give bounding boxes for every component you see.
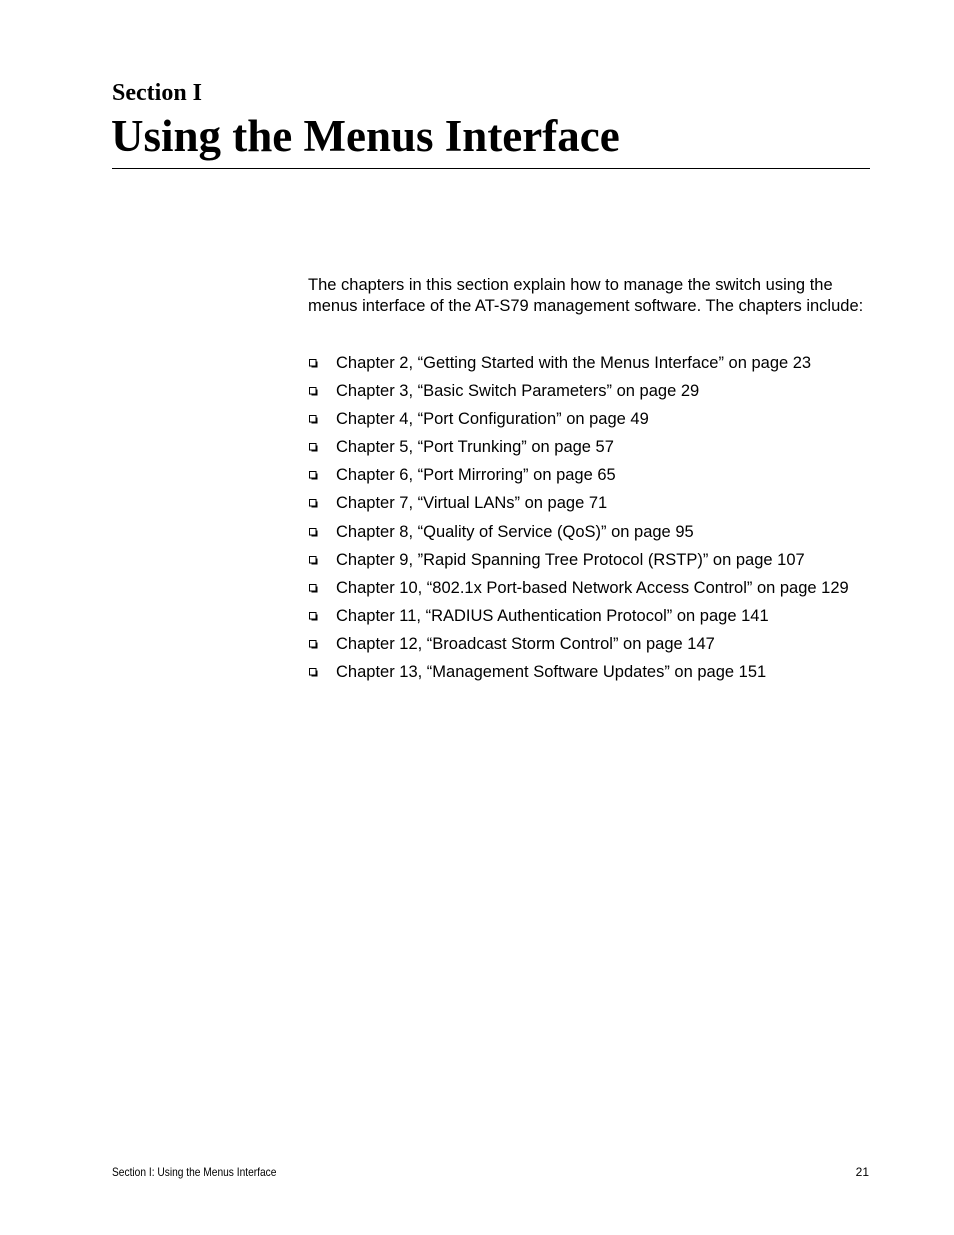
hollow-square-bullet-icon <box>309 443 318 452</box>
section-label: Section I <box>112 80 202 106</box>
hollow-square-bullet-icon <box>309 415 318 424</box>
hollow-square-bullet-icon <box>309 359 318 368</box>
hollow-square-bullet-icon <box>309 471 318 480</box>
chapter-list-item <box>308 436 888 464</box>
chapter-list-item <box>308 661 888 689</box>
chapter-list-item-text: Chapter 12, “Broadcast Storm Control” on page 147 <box>336 634 715 653</box>
chapter-list-item-text: Chapter 8, “Quality of Service (QoS)” on page 95 <box>336 522 694 541</box>
title-divider <box>112 168 870 169</box>
chapter-list <box>308 352 888 689</box>
chapter-list-item-text: Chapter 7, “Virtual LANs” on page 71 <box>336 494 608 513</box>
hollow-square-bullet-icon <box>309 528 318 537</box>
intro-paragraph: The chapters in this section explain how to manage the switch using the menus interface of the AT-S79 management software. The chapters include: <box>308 276 864 315</box>
chapter-list-item-text: Chapter 11, “RADIUS Authentication Protocol” on page 141 <box>336 606 769 625</box>
chapter-list-item <box>308 464 888 492</box>
footer-page-number: 21 <box>855 1165 869 1179</box>
chapter-list-item <box>308 352 888 380</box>
chapter-list-item-text: Chapter 10, “802.1x Port-based Network Access Control” on page 129 <box>336 578 849 597</box>
chapter-list-item <box>308 605 888 633</box>
chapter-list-item-text: Chapter 6, “Port Mirroring” on page 65 <box>336 466 616 485</box>
chapter-list-item-text: Chapter 2, “Getting Started with the Menus Interface” on page 23 <box>336 354 812 372</box>
chapter-list-item <box>308 492 888 520</box>
chapter-list-item-text: Chapter 3, “Basic Switch Parameters” on page 29 <box>336 382 700 401</box>
chapter-list-item-text: Chapter 13, “Management Software Updates” on page 151 <box>336 663 767 682</box>
chapter-list-item <box>308 380 888 408</box>
chapter-list-item <box>308 633 888 661</box>
chapter-list-item <box>308 521 888 549</box>
hollow-square-bullet-icon <box>309 556 318 565</box>
chapter-list-item-text: Chapter 4, “Port Configuration” on page 49 <box>336 410 649 429</box>
chapter-list-item-text: Chapter 5, “Port Trunking” on page 57 <box>336 438 614 457</box>
page-title: Using the Menus Interface <box>111 111 620 161</box>
chapter-list-item <box>308 408 888 436</box>
chapter-list-item-text: Chapter 9, ”Rapid Spanning Tree Protocol (RSTP)” on page 107 <box>336 550 805 569</box>
footer-section-title: Section I: Using the Menus Interface <box>112 1165 277 1179</box>
hollow-square-bullet-icon <box>309 387 318 396</box>
hollow-square-bullet-icon <box>309 640 318 649</box>
hollow-square-bullet-icon <box>309 612 318 621</box>
hollow-square-bullet-icon <box>309 668 318 677</box>
chapter-list-item <box>308 577 888 605</box>
hollow-square-bullet-icon <box>309 584 318 593</box>
hollow-square-bullet-icon <box>309 499 318 508</box>
chapter-list-item <box>308 549 888 577</box>
